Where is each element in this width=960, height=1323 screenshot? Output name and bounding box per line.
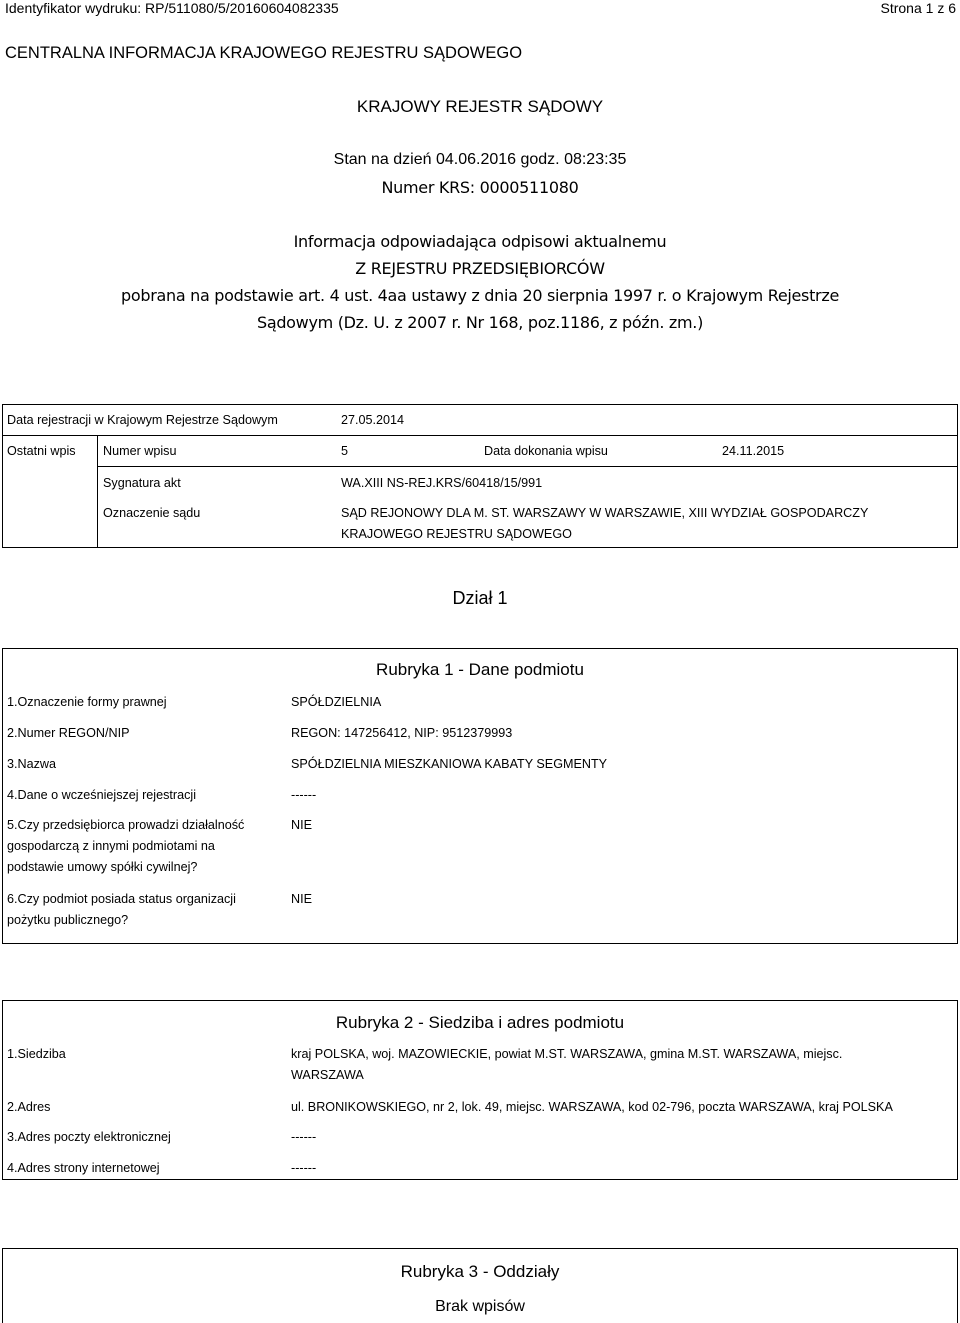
info-line-4: Sądowym (Dz. U. z 2007 r. Nr 168, poz.1186, z późn. zm.) <box>256 313 704 332</box>
r2-label-1: 1.Siedziba <box>7 1047 66 1061</box>
info-line-3: pobrana na podstawie art. 4 ust. 4aa ustawy z dnia 20 sierpnia 1997 r. o Krajowym Rejestrze <box>121 286 839 305</box>
r2-value-1-line-1: kraj POLSKA, woj. MAZOWIECKIE, powiat M.ST. WARSZAWA, gmina M.ST. WARSZAWA, miejsc. <box>291 1047 843 1061</box>
r2-value-4: ------ <box>291 1161 317 1175</box>
r1-label-1: 1.Oznaczenie formy prawnej <box>7 695 167 709</box>
rubryka-3-empty: Brak wpisów <box>435 1298 525 1315</box>
r2-label-2: 2.Adres <box>7 1100 51 1114</box>
signature-value: WA.XIII NS-REJ.KRS/60418/15/991 <box>341 476 543 490</box>
r1-label-6-line-2: pożytku publicznego? <box>7 913 129 927</box>
last-entry-label: Ostatni wpis <box>7 444 76 458</box>
info-line-1: Informacja odpowiadająca odpisowi aktualnemu <box>293 232 667 251</box>
court-value-line-1: SĄD REJONOWY DLA M. ST. WARSZAWY W WARSZAWIE, XIII WYDZIAŁ GOSPODARCZY <box>341 506 869 520</box>
rubryka-2-title: Rubryka 2 - Siedziba i adres podmiotu <box>335 1013 625 1032</box>
entry-date-value: 24.11.2015 <box>722 444 785 458</box>
r2-value-1-line-2: WARSZAWA <box>291 1068 364 1082</box>
r1-label-5-line-3: podstawie umowy spółki cywilnej? <box>7 860 198 874</box>
r1-value-1: SPÓŁDZIELNIA <box>291 695 382 709</box>
r1-value-4: ------ <box>291 788 317 802</box>
entry-number-value: 5 <box>341 444 349 458</box>
entry-date-label: Data dokonania wpisu <box>484 444 608 458</box>
page-number: Strona 1 z 6 <box>880 0 956 16</box>
registration-date-value: 27.05.2014 <box>341 413 405 427</box>
rubryka-1-title: Rubryka 1 - Dane podmiotu <box>376 660 584 679</box>
r2-label-4: 4.Adres strony internetowej <box>7 1161 160 1175</box>
r1-label-5-line-2: gospodarczą z innymi podmiotami na <box>7 839 215 853</box>
org-name: CENTRALNA INFORMACJA KRAJOWEGO REJESTRU SĄDOWEGO <box>5 44 523 62</box>
court-label: Oznaczenie sądu <box>103 506 201 520</box>
info-line-2: Z REJESTRU PRZEDSIĘBIORCÓW <box>355 259 605 278</box>
print-identifier: Identyfikator wydruku: RP/511080/5/20160604082335 <box>5 0 339 16</box>
r2-value-2: ul. BRONIKOWSKIEGO, nr 2, lok. 49, miejsc. WARSZAWA, kod 02-796, poczta WARSZAWA, kraj POLSKA <box>291 1100 893 1114</box>
state-date: Stan na dzień 04.06.2016 godz. 08:23:35 <box>333 151 627 168</box>
entry-number-label: Numer wpisu <box>103 444 177 458</box>
r1-value-2: REGON: 147256412, NIP: 9512379993 <box>291 726 513 740</box>
krs-number: Numer KRS: 0000511080 <box>381 178 579 197</box>
signature-label: Sygnatura akt <box>103 476 181 490</box>
registration-date-label: Data rejestracji w Krajowym Rejestrze Sądowym <box>7 413 278 427</box>
r1-label-6-line-1: 6.Czy podmiot posiada status organizacji <box>7 892 236 906</box>
r1-label-4: 4.Dane o wcześniejszej rejestracji <box>7 788 196 802</box>
r1-value-3: SPÓŁDZIELNIA MIESZKANIOWA KABATY SEGMENTY <box>291 757 608 771</box>
r2-value-3: ------ <box>291 1130 317 1144</box>
r1-value-5: NIE <box>291 818 312 832</box>
r1-label-5-line-1: 5.Czy przedsiębiorca prowadzi działalność <box>7 818 245 832</box>
r2-label-3: 3.Adres poczty elektronicznej <box>7 1130 171 1144</box>
rubryka-3-title: Rubryka 3 - Oddziały <box>400 1262 560 1281</box>
r1-label-2: 2.Numer REGON/NIP <box>7 726 130 740</box>
r1-value-6: NIE <box>291 892 312 906</box>
r1-label-3: 3.Nazwa <box>7 757 56 771</box>
court-value-line-2: KRAJOWEGO REJESTRU SĄDOWEGO <box>341 527 572 541</box>
registry-title: KRAJOWY REJESTR SĄDOWY <box>356 97 604 116</box>
section-dzial: Dział 1 <box>452 588 508 608</box>
